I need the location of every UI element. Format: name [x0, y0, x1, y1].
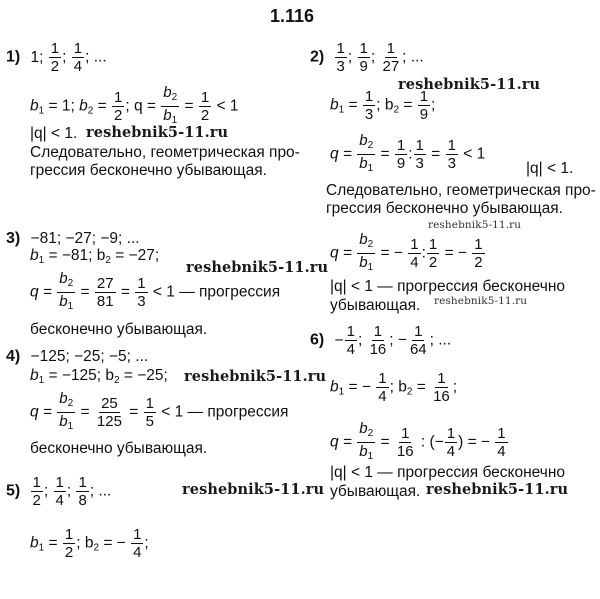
part-1-abs-q: |q| < 1. [30, 125, 78, 142]
watermark: reshebnik5-11.ru [426, 481, 569, 498]
part-3-terms: $b_1 = -81$; $b_2 = -27$; [30, 247, 160, 266]
part-3-conclusion: бесконечно убывающая. [30, 321, 208, 338]
part-1-terms: $b_1 = 1$; $b_2$ = $\frac{1}{2}$ ; q = $\frac{b_2}{b_1}$ = $\frac{1}{2}$ < 1 [30, 84, 239, 126]
part-2-sequence: 2) $\frac{1}{3}$ ; $\frac{1}{9}$ ; $\frac{1}{27}$ ; ... [310, 40, 424, 75]
problem-number: 1.116 [270, 6, 315, 26]
part-2-terms: $b_1$ = $\frac{1}{3}$ ; $b_2$ = $\frac{1}{9}$ ; [330, 88, 436, 123]
watermark: reshebnik5-11.ru [86, 124, 229, 141]
part-2-ratio: q = $\frac{b_2}{b_1}$ = $\frac{1}{9}$ : $\frac{1}{3}$ = $\frac{1}{3}$ < 1 [330, 132, 486, 174]
part-5-sequence: 5) $\frac{1}{2}$ ; $\frac{1}{4}$ ; $\frac{1}{8}$ ; ... [6, 474, 112, 509]
part-2-conclusion-line2: грессия бесконечно убывающая. [326, 200, 563, 217]
part-2-conclusion-line1: Следовательно, геометрическая про- [326, 182, 596, 199]
part-4-conclusion: бесконечно убывающая. [30, 440, 208, 457]
part-2b-ratio: q = $\frac{b_2}{b_1}$ = − $\frac{1}{4}$ : $\frac{1}{2}$ = − $\frac{1}{2}$ [330, 231, 483, 273]
part-4-terms: $b_1 = -125$; $b_2 = -25$; [30, 367, 168, 386]
watermark: reshebnik5-11.ru [398, 76, 541, 93]
part-2b-conclusion-line1: |q| < 1 — прогрессия бесконечно [330, 278, 566, 295]
watermark: reshebnik5-11.ru [186, 259, 329, 276]
part-6-conclusion-line2: убывающая. [330, 483, 421, 500]
part-6-ratio: q = $\frac{b_2}{b_1}$ = $\frac{1}{16}$ : (− $\frac{1}{4}$ ) = − $\frac{1}{4}$ [330, 420, 506, 462]
watermark: reshebnik5-11.ru [182, 481, 325, 498]
part-3-sequence: 3) −81; −27; −9; ... [6, 230, 140, 247]
part-4-ratio: q = $\frac{b_2}{b_1}$ = $\frac{25}{125}$ = $\frac{1}{5}$ < 1 — прогрессия [30, 390, 289, 432]
part-4-sequence: 4) −125; −25; −5; ... [6, 348, 149, 365]
watermark: reshebnik5-11.ru [184, 368, 327, 385]
part-6-terms: $b_1$ = − $\frac{1}{4}$ ; $b_2$ = $\frac{1}{16}$ ; [330, 370, 458, 405]
part-2-abs-q: |q| < 1. [526, 160, 574, 177]
part-2b-conclusion-line2: убывающая. [330, 297, 421, 314]
part-6-sequence: 6) − $\frac{1}{4}$ ; $\frac{1}{16}$ ; − $\frac{1}{64}$ ; ... [310, 323, 452, 358]
part-1-conclusion-line2: грессия бесконечно убывающая. [30, 162, 267, 179]
watermark: reshebnik5-11.ru [428, 219, 522, 231]
part-5-terms: $b_1$ = $\frac{1}{2}$ ; $b_2$ = − $\frac{1}{4}$ ; [30, 526, 149, 561]
part-1-conclusion-line1: Следовательно, геометрическая про- [30, 144, 300, 161]
part-3-ratio: q = $\frac{b_2}{b_1}$ = $\frac{27}{81}$ = $\frac{1}{3}$ < 1 — прогрессия [30, 270, 281, 312]
part-6-conclusion-line1: |q| < 1 — прогрессия бесконечно [330, 464, 566, 481]
part-1-sequence: 1) 1; $\frac{1}{2}$ ; $\frac{1}{4}$ ; ... [6, 40, 107, 75]
watermark: reshebnik5-11.ru [434, 295, 528, 307]
